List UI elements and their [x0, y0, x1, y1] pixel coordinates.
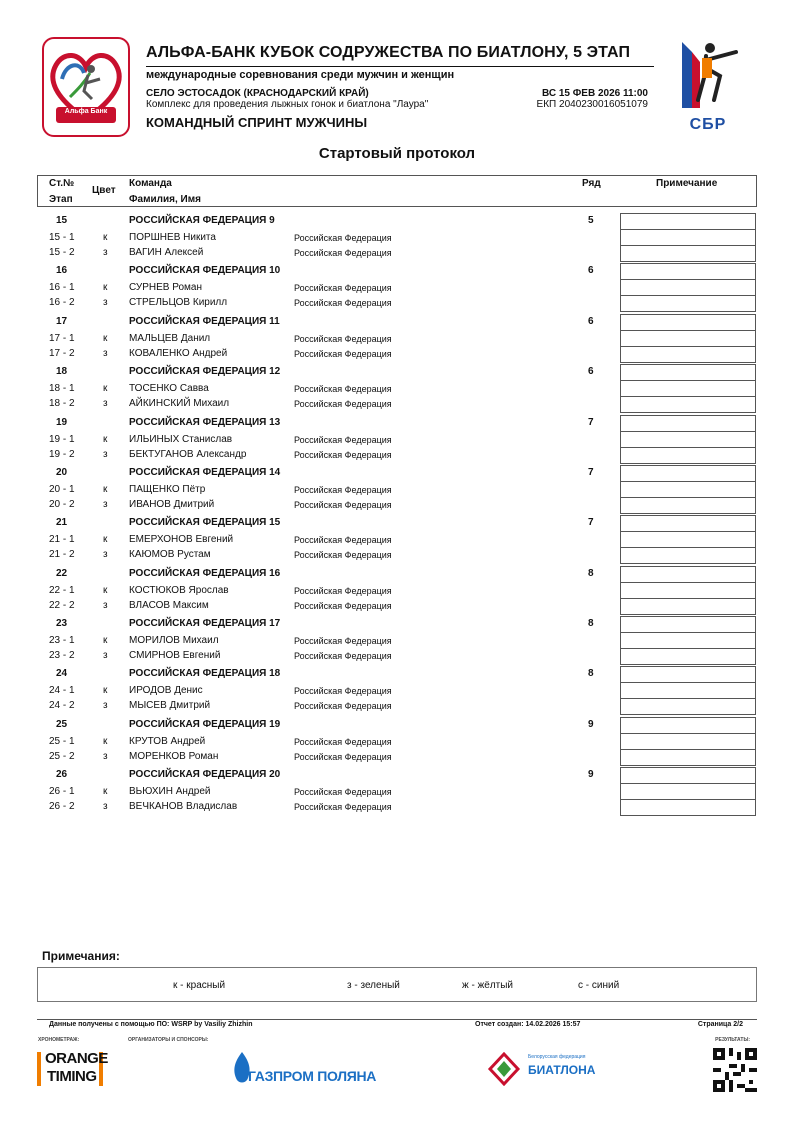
- member-nation: Российская Федерация: [294, 399, 392, 409]
- member-nation: Российская Федерация: [294, 636, 392, 646]
- gazprom-logo-text: ГАЗПРОМ ПОЛЯНА: [248, 1068, 377, 1084]
- legend-red: к - красный: [173, 980, 226, 991]
- member-name: ВЛАСОВ Максим: [129, 600, 209, 611]
- team-name: РОССИЙСКАЯ ФЕДЕРАЦИЯ 16: [129, 568, 281, 579]
- team-name: РОССИЙСКАЯ ФЕДЕРАЦИЯ 15: [129, 517, 281, 528]
- member-stage: 21 - 1: [49, 534, 75, 545]
- team-start-no: 16: [56, 265, 68, 276]
- member-name: СМИРНОВ Евгений: [129, 650, 221, 661]
- member-color: з: [103, 549, 108, 560]
- team-row: 9: [588, 769, 594, 780]
- member-nation: Российская Федерация: [294, 601, 392, 611]
- team-row: 7: [588, 417, 594, 428]
- location: СЕЛО ЭСТОСАДОК (КРАСНОДАРСКИЙ КРАЙ): [146, 88, 369, 99]
- team-entry: [0, 415, 794, 463]
- member-color: к: [103, 484, 108, 495]
- member-stage: 16 - 2: [49, 297, 75, 308]
- data-source: Данные получены с помощью ПО: WSRP by Vasiliy Zhizhin: [49, 1021, 253, 1028]
- member-nation: Российская Федерация: [294, 233, 392, 243]
- member-stage: 18 - 1: [49, 383, 75, 394]
- team-name: РОССИЙСКАЯ ФЕДЕРАЦИЯ 14: [129, 467, 281, 478]
- col-name: Фамилия, Имя: [129, 194, 201, 205]
- col-note: Примечание: [656, 178, 718, 189]
- member-name: ИВАНОВ Дмитрий: [129, 499, 215, 510]
- member-color: з: [103, 499, 108, 510]
- team-start-no: 25: [56, 719, 68, 730]
- team-row: 9: [588, 719, 594, 730]
- team-start-no: 18: [56, 366, 68, 377]
- team-row: 8: [588, 568, 594, 579]
- gazprom-logo: [230, 1050, 377, 1090]
- member-nation: Российская Федерация: [294, 737, 392, 747]
- team-start-no: 17: [56, 316, 68, 327]
- member-stage: 17 - 1: [49, 333, 75, 344]
- member-stage: 21 - 2: [49, 549, 75, 560]
- team-entry: [0, 515, 794, 563]
- col-color: Цвет: [92, 185, 116, 196]
- note-box[interactable]: [620, 566, 756, 615]
- team-start-no: 21: [56, 517, 68, 528]
- member-stage: 20 - 2: [49, 499, 75, 510]
- member-stage: 17 - 2: [49, 348, 75, 359]
- team-row: 5: [588, 215, 594, 226]
- team-start-no: 19: [56, 417, 68, 428]
- ekp-number: ЕКП 2040230016051079: [536, 99, 648, 110]
- orange-timing-logo: [37, 1050, 107, 1090]
- member-stage: 16 - 1: [49, 282, 75, 293]
- member-name: КАЮМОВ Рустам: [129, 549, 211, 560]
- member-stage: 22 - 1: [49, 585, 75, 596]
- results-label: РЕЗУЛЬТАТЫ:: [715, 1037, 750, 1043]
- member-color: к: [103, 585, 108, 596]
- team-row: 7: [588, 467, 594, 478]
- member-name: ПОРШНЕВ Никита: [129, 232, 216, 243]
- member-name: КОВАЛЕНКО Андрей: [129, 348, 228, 359]
- member-name: КРУТОВ Андрей: [129, 736, 206, 747]
- member-stage: 15 - 2: [49, 247, 75, 258]
- member-stage: 26 - 2: [49, 801, 75, 812]
- team-name: РОССИЙСКАЯ ФЕДЕРАЦИЯ 10: [129, 265, 281, 276]
- member-name: ИРОДОВ Денис: [129, 685, 203, 696]
- member-stage: 20 - 1: [49, 484, 75, 495]
- note-box[interactable]: [620, 415, 756, 464]
- member-name: ВАГИН Алексей: [129, 247, 204, 258]
- sponsors-label: ОРГАНИЗАТОРЫ И СПОНСОРЫ:: [128, 1037, 209, 1043]
- team-row: 6: [588, 265, 594, 276]
- footer-divider: [37, 1019, 757, 1020]
- member-name: АЙКИНСКИЙ Михаил: [129, 398, 230, 409]
- event-date: ВС 15 ФЕВ 2026 11:00: [542, 88, 648, 99]
- team-start-no: 26: [56, 769, 68, 780]
- member-name: КОСТЮКОВ Ярослав: [129, 585, 229, 596]
- member-name: СУРНЕВ Роман: [129, 282, 203, 293]
- note-box[interactable]: [620, 213, 756, 262]
- alfa-logo-text: Альфа Банк: [64, 108, 108, 115]
- venue: Комплекс для проведения лыжных гонок и биатлона "Лаура": [146, 99, 429, 110]
- note-box[interactable]: [620, 717, 756, 766]
- note-box[interactable]: [620, 314, 756, 363]
- team-entry: [0, 666, 794, 714]
- federation-logo-text: БИАТЛОНА: [528, 1063, 596, 1077]
- team-entry: [0, 364, 794, 412]
- member-nation: Российская Федерация: [294, 500, 392, 510]
- legend-green: з - зеленый: [347, 980, 400, 991]
- member-name: СТРЕЛЬЦОВ Кирилл: [129, 297, 228, 308]
- team-entry: [0, 717, 794, 765]
- page-number: Страница 2/2: [697, 1021, 743, 1028]
- sbr-logo: [676, 38, 740, 138]
- team-entry: [0, 213, 794, 261]
- member-color: к: [103, 685, 108, 696]
- member-color: к: [103, 534, 108, 545]
- member-stage: 19 - 1: [49, 434, 75, 445]
- member-name: ПАЩЕНКО Пётр: [129, 484, 206, 495]
- note-box[interactable]: [620, 263, 756, 312]
- member-color: з: [103, 751, 108, 762]
- member-nation: Российская Федерация: [294, 450, 392, 460]
- member-color: к: [103, 383, 108, 394]
- member-name: БЕКТУГАНОВ Александр: [129, 449, 247, 460]
- team-name: РОССИЙСКАЯ ФЕДЕРАЦИЯ 13: [129, 417, 281, 428]
- col-team: Команда: [129, 178, 172, 189]
- team-entry: [0, 566, 794, 614]
- member-color: з: [103, 247, 108, 258]
- member-nation: Российская Федерация: [294, 686, 392, 696]
- team-name: РОССИЙСКАЯ ФЕДЕРАЦИЯ 19: [129, 719, 281, 730]
- orange-logo-text: ORANGE: [45, 1050, 108, 1067]
- member-color: к: [103, 736, 108, 747]
- member-stage: 25 - 1: [49, 736, 75, 747]
- member-stage: 24 - 1: [49, 685, 75, 696]
- team-entry: [0, 263, 794, 311]
- member-nation: Российская Федерация: [294, 485, 392, 495]
- bracket-left-icon: [37, 1052, 41, 1086]
- note-box[interactable]: [620, 616, 756, 665]
- member-name: МОРЕНКОВ Роман: [129, 751, 219, 762]
- competition-subtitle: международные соревнования среди мужчин и женщин: [146, 69, 455, 81]
- team-name: РОССИЙСКАЯ ФЕДЕРАЦИЯ 9: [129, 215, 275, 226]
- member-nation: Российская Федерация: [294, 550, 392, 560]
- color-legend: [37, 967, 757, 1002]
- member-color: з: [103, 600, 108, 611]
- member-name: МЫСЕВ Дмитрий: [129, 700, 211, 711]
- col-stage: Этап: [49, 194, 73, 205]
- member-stage: 24 - 2: [49, 700, 75, 711]
- member-nation: Российская Федерация: [294, 586, 392, 596]
- col-start-no: Ст.№: [49, 178, 75, 189]
- member-name: ЕМЕРХОНОВ Евгений: [129, 534, 234, 545]
- member-color: з: [103, 297, 108, 308]
- member-nation: Российская Федерация: [294, 283, 392, 293]
- timing-logo-text: TIMING: [47, 1068, 97, 1085]
- competition-title: АЛЬФА-БАНК КУБОК СОДРУЖЕСТВА ПО БИАТЛОНУ, 5 ЭТАП: [146, 44, 631, 61]
- team-name: РОССИЙСКАЯ ФЕДЕРАЦИЯ 20: [129, 769, 281, 780]
- member-nation: Российская Федерация: [294, 298, 392, 308]
- member-color: к: [103, 635, 108, 646]
- member-stage: 23 - 2: [49, 650, 75, 661]
- team-row: 6: [588, 316, 594, 327]
- member-name: МОРИЛОВ Михаил: [129, 635, 219, 646]
- member-nation: Российская Федерация: [294, 701, 392, 711]
- team-start-no: 22: [56, 568, 68, 579]
- results-qr-code[interactable]: [713, 1048, 757, 1092]
- timing-label: ХРОНОМЕТРАЖ:: [38, 1037, 80, 1043]
- member-nation: Российская Федерация: [294, 435, 392, 445]
- member-name: ИЛЬИНЫХ Станислав: [129, 434, 233, 445]
- team-entry: [0, 616, 794, 664]
- member-color: к: [103, 786, 108, 797]
- federation-small-text: Белорусская федерация: [528, 1054, 586, 1060]
- event-name: КОМАНДНЫЙ СПРИНТ МУЖЧИНЫ: [146, 115, 368, 130]
- member-color: з: [103, 700, 108, 711]
- member-color: к: [103, 434, 108, 445]
- col-row: Ряд: [582, 178, 601, 189]
- note-box[interactable]: [620, 767, 756, 816]
- member-stage: 18 - 2: [49, 398, 75, 409]
- member-nation: Российская Федерация: [294, 535, 392, 545]
- member-nation: Российская Федерация: [294, 384, 392, 394]
- report-created: Отчет создан: 14.02.2026 15:57: [475, 1021, 581, 1028]
- member-color: з: [103, 348, 108, 359]
- member-nation: Российская Федерация: [294, 248, 392, 258]
- member-nation: Российская Федерация: [294, 787, 392, 797]
- member-name: МАЛЬЦЕВ Данил: [129, 333, 211, 344]
- team-row: 7: [588, 517, 594, 528]
- team-entry: [0, 314, 794, 362]
- member-color: з: [103, 449, 108, 460]
- team-name: РОССИЙСКАЯ ФЕДЕРАЦИЯ 12: [129, 366, 281, 377]
- ornament-icon: [486, 1052, 522, 1086]
- legend-yellow: ж - жёлтый: [462, 980, 514, 991]
- team-start-no: 24: [56, 668, 68, 679]
- legend-blue: с - синий: [578, 980, 620, 991]
- member-color: к: [103, 282, 108, 293]
- member-nation: Российская Федерация: [294, 752, 392, 762]
- member-color: к: [103, 333, 108, 344]
- note-box[interactable]: [620, 465, 756, 514]
- member-color: з: [103, 398, 108, 409]
- team-name: РОССИЙСКАЯ ФЕДЕРАЦИЯ 11: [129, 316, 280, 327]
- note-box[interactable]: [620, 364, 756, 413]
- member-stage: 19 - 2: [49, 449, 75, 460]
- team-start-no: 23: [56, 618, 68, 629]
- team-name: РОССИЙСКАЯ ФЕДЕРАЦИЯ 18: [129, 668, 281, 679]
- member-stage: 26 - 1: [49, 786, 75, 797]
- sbr-logo-text: СБР: [689, 116, 727, 133]
- member-color: з: [103, 650, 108, 661]
- team-entry: [0, 767, 794, 815]
- member-stage: 22 - 2: [49, 600, 75, 611]
- member-color: з: [103, 801, 108, 812]
- team-row: 8: [588, 668, 594, 679]
- document-title: Стартовый протокол: [318, 145, 476, 162]
- member-name: ВЬЮХИН Андрей: [129, 786, 211, 797]
- member-nation: Российская Федерация: [294, 651, 392, 661]
- team-start-no: 15: [56, 215, 68, 226]
- notes-title: Примечания:: [42, 949, 120, 963]
- team-name: РОССИЙСКАЯ ФЕДЕРАЦИЯ 17: [129, 618, 281, 629]
- team-row: 8: [588, 618, 594, 629]
- member-nation: Российская Федерация: [294, 349, 392, 359]
- belarus-federation-logo: [486, 1050, 596, 1088]
- note-box[interactable]: [620, 515, 756, 564]
- title-divider: [146, 66, 654, 67]
- team-row: 6: [588, 366, 594, 377]
- alfa-cup-logo: [42, 37, 130, 137]
- team-start-no: 20: [56, 467, 68, 478]
- member-stage: 25 - 2: [49, 751, 75, 762]
- member-name: ТОСЕНКО Савва: [129, 383, 209, 394]
- team-entry: [0, 465, 794, 513]
- note-box[interactable]: [620, 666, 756, 715]
- member-name: ВЕЧКАНОВ Владислав: [129, 801, 238, 812]
- member-nation: Российская Федерация: [294, 334, 392, 344]
- member-stage: 23 - 1: [49, 635, 75, 646]
- member-color: к: [103, 232, 108, 243]
- member-nation: Российская Федерация: [294, 802, 392, 812]
- member-stage: 15 - 1: [49, 232, 75, 243]
